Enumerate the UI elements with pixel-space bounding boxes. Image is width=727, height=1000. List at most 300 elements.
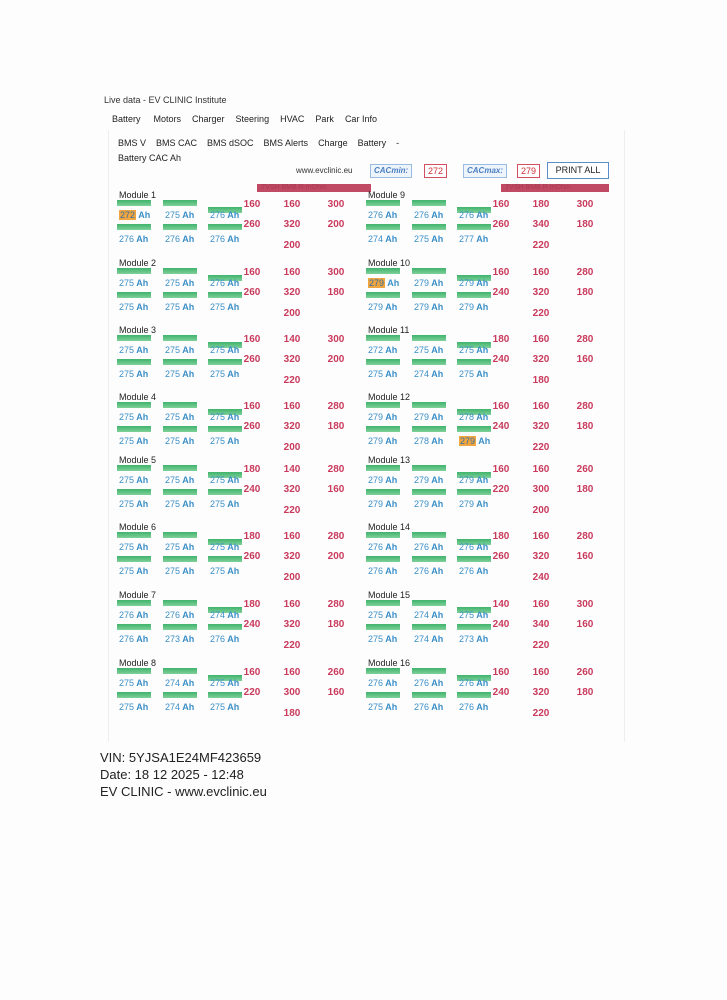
cell-level-bar <box>366 489 400 495</box>
cell-level-bar <box>412 402 446 408</box>
cell-capacity: 276 Ah <box>459 542 489 552</box>
resistance-value: 160 <box>327 687 345 698</box>
resistance-value: 200 <box>327 551 345 562</box>
subtab-bms-v[interactable]: BMS V <box>118 138 147 148</box>
app-title: Live data - EV CLINIC Institute <box>104 95 227 105</box>
cell-capacity: 276 Ah <box>368 678 398 688</box>
cell-level-bar <box>366 668 400 674</box>
resistance-value: 180 <box>532 375 550 386</box>
module-title: Module 6 <box>119 522 157 532</box>
cell-level-bar <box>163 402 197 408</box>
cell-capacity: 276 Ah <box>459 702 489 712</box>
cell-level-bar <box>366 292 400 298</box>
module-block <box>112 323 362 389</box>
cell-capacity: 276 Ah <box>368 566 398 576</box>
cell-capacity: 276 Ah <box>210 210 240 220</box>
site-link[interactable]: www.evclinic.eu <box>296 166 353 175</box>
resistance-value: 140 <box>492 599 510 610</box>
resistance-value: 160 <box>532 334 550 345</box>
cell-capacity: 275 Ah <box>210 436 240 446</box>
module-block <box>112 390 362 456</box>
tab-battery[interactable]: Battery <box>112 114 141 124</box>
resistance-value: 340 <box>532 219 550 230</box>
resistance-value: 220 <box>283 640 301 651</box>
cell-capacity: 275 Ah <box>210 412 240 422</box>
cell-level-bar <box>117 668 151 674</box>
cell-capacity: 279 Ah <box>414 475 444 485</box>
resistance-value: 320 <box>532 354 550 365</box>
cell-capacity: 275 Ah <box>165 436 195 446</box>
resistance-value: 160 <box>492 199 510 210</box>
cell-level-bar <box>412 489 446 495</box>
cell-capacity: 279 Ah <box>460 436 491 446</box>
cell-capacity: 275 Ah <box>165 302 195 312</box>
cell-capacity: 275 Ah <box>165 278 195 288</box>
resistance-value: 180 <box>243 599 261 610</box>
cell-capacity: 279 Ah <box>368 436 398 446</box>
resistance-value: 260 <box>576 667 594 678</box>
cell-capacity: 279 Ah <box>459 278 489 288</box>
cell-capacity: 276 Ah <box>414 678 444 688</box>
resistance-value: 320 <box>283 354 301 365</box>
cell-capacity: 275 Ah <box>165 210 195 220</box>
cell-level-bar <box>163 335 197 341</box>
cell-capacity: 272 Ah <box>120 210 151 220</box>
resistance-value: 320 <box>532 687 550 698</box>
resistance-value: 240 <box>532 572 550 583</box>
resistance-value: 240 <box>492 354 510 365</box>
resistance-value: 160 <box>492 401 510 412</box>
cell-level-bar <box>163 268 197 274</box>
module-title: Module 4 <box>119 392 157 402</box>
resistance-value: 180 <box>532 199 550 210</box>
resistance-value: 280 <box>576 531 594 542</box>
cell-capacity: 276 Ah <box>414 566 444 576</box>
cell-level-bar <box>163 224 197 230</box>
resistance-value: 240 <box>243 619 261 630</box>
print-all-button[interactable]: PRINT ALL <box>547 162 609 179</box>
cell-capacity: 279 Ah <box>459 499 489 509</box>
module-title: Module 3 <box>119 325 157 335</box>
cell-level-bar <box>412 692 446 698</box>
module-block <box>361 390 611 456</box>
cell-level-bar <box>163 489 197 495</box>
cell-capacity: 274 Ah <box>165 702 195 712</box>
resistance-value: 260 <box>243 219 261 230</box>
resistance-value: 260 <box>243 421 261 432</box>
cell-level-bar <box>366 402 400 408</box>
resistance-value: 200 <box>283 240 301 251</box>
module-block <box>361 323 611 389</box>
footer-vin: VIN: 5YJSA1E24MF423659 <box>100 750 262 765</box>
cell-capacity: 277 Ah <box>459 234 489 244</box>
main-tabs <box>112 114 388 124</box>
cell-level-bar <box>366 268 400 274</box>
cell-capacity: 279 Ah <box>368 499 398 509</box>
cell-level-bar <box>163 200 197 206</box>
cell-capacity: 275 Ah <box>165 345 195 355</box>
cell-level-bar <box>163 556 197 562</box>
resistance-value: 260 <box>492 219 510 230</box>
resistance-value: 220 <box>243 687 261 698</box>
resistance-value: 180 <box>576 484 594 495</box>
resistance-value: 280 <box>327 401 345 412</box>
cell-capacity: 275 Ah <box>414 345 444 355</box>
tvsh-header-right: TVSH BMB R mOhm <box>501 184 609 192</box>
resistance-value: 160 <box>283 667 301 678</box>
sub-tabs <box>118 136 428 166</box>
cell-capacity: 276 Ah <box>210 234 240 244</box>
cell-capacity: 275 Ah <box>210 702 240 712</box>
resistance-value: 220 <box>283 375 301 386</box>
cell-capacity: 276 Ah <box>414 702 444 712</box>
resistance-value: 220 <box>532 708 550 719</box>
resistance-value: 180 <box>576 219 594 230</box>
cell-level-bar <box>163 624 197 630</box>
cell-capacity: 273 Ah <box>165 634 195 644</box>
cell-capacity: 274 Ah <box>368 234 398 244</box>
cell-level-bar <box>412 292 446 298</box>
resistance-value: 280 <box>327 464 345 475</box>
subtab-bms-alerts[interactable]: BMS Alerts <box>263 138 309 148</box>
resistance-value: 160 <box>576 619 594 630</box>
resistance-value: 180 <box>327 619 345 630</box>
module-title: Module 2 <box>119 258 157 268</box>
resistance-value: 160 <box>532 267 550 278</box>
cell-capacity: 275 Ah <box>210 566 240 576</box>
footer-date: Date: 18 12 2025 - 12:48 <box>100 767 244 782</box>
cell-capacity: 275 Ah <box>119 412 149 422</box>
cell-level-bar <box>163 465 197 471</box>
cell-level-bar <box>163 692 197 698</box>
cac-min-label: CACmin: <box>370 164 412 178</box>
resistance-value: 220 <box>532 308 550 319</box>
resistance-value: 180 <box>576 287 594 298</box>
cell-level-bar <box>366 426 400 432</box>
cell-level-bar <box>366 624 400 630</box>
module-block <box>112 520 362 586</box>
resistance-value: 320 <box>283 219 301 230</box>
resistance-value: 240 <box>492 421 510 432</box>
resistance-value: 140 <box>283 334 301 345</box>
footer-clinic: EV CLINIC - www.evclinic.eu <box>100 784 267 799</box>
cell-level-bar <box>117 600 151 606</box>
cell-capacity: 275 Ah <box>119 302 149 312</box>
tab-charger[interactable]: Charger <box>192 114 225 124</box>
resistance-value: 220 <box>532 442 550 453</box>
cell-capacity: 278 Ah <box>459 412 489 422</box>
cell-capacity: 273 Ah <box>459 634 489 644</box>
cell-capacity: 276 Ah <box>414 542 444 552</box>
cell-level-bar <box>117 292 151 298</box>
cell-level-bar <box>366 600 400 606</box>
resistance-value: 160 <box>327 484 345 495</box>
resistance-value: 180 <box>243 464 261 475</box>
cell-capacity: 278 Ah <box>414 436 444 446</box>
resistance-value: 320 <box>532 287 550 298</box>
cell-capacity: 275 Ah <box>165 566 195 576</box>
cell-level-bar <box>117 532 151 538</box>
cell-level-bar <box>163 426 197 432</box>
cell-capacity: 275 Ah <box>119 566 149 576</box>
resistance-value: 320 <box>283 421 301 432</box>
resistance-value: 240 <box>492 287 510 298</box>
resistance-value: 160 <box>532 531 550 542</box>
cell-level-bar <box>366 692 400 698</box>
cell-capacity: 275 Ah <box>165 412 195 422</box>
cell-capacity: 275 Ah <box>119 475 149 485</box>
module-title: Module 10 <box>368 258 411 268</box>
module-title: Module 11 <box>368 325 410 335</box>
module-block <box>361 656 611 722</box>
resistance-value: 220 <box>283 505 301 516</box>
subtab-battery[interactable]: Battery <box>357 138 387 148</box>
cell-capacity: 279 Ah <box>369 278 400 288</box>
cell-level-bar <box>117 624 151 630</box>
resistance-value: 260 <box>243 551 261 562</box>
module-block <box>361 256 611 322</box>
cell-capacity: 275 Ah <box>459 610 489 620</box>
cell-capacity: 275 Ah <box>210 369 240 379</box>
resistance-value: 160 <box>283 199 301 210</box>
resistance-value: 320 <box>283 619 301 630</box>
cell-capacity: 274 Ah <box>210 610 240 620</box>
resistance-value: 260 <box>327 667 345 678</box>
cell-capacity: 276 Ah <box>165 610 195 620</box>
resistance-value: 280 <box>327 599 345 610</box>
module-title: Module 9 <box>368 190 406 200</box>
module-title: Module 16 <box>368 658 411 668</box>
cell-capacity: 279 Ah <box>414 278 444 288</box>
cell-capacity: 274 Ah <box>165 678 195 688</box>
cell-capacity: 275 Ah <box>119 702 149 712</box>
resistance-value: 260 <box>243 287 261 298</box>
resistance-value: 180 <box>283 708 301 719</box>
resistance-value: 160 <box>283 267 301 278</box>
module-title: Module 14 <box>368 522 411 532</box>
resistance-value: 160 <box>243 667 261 678</box>
resistance-value: 160 <box>532 667 550 678</box>
cell-capacity: 275 Ah <box>165 369 195 379</box>
resistance-value: 320 <box>283 484 301 495</box>
cell-level-bar <box>412 624 446 630</box>
cell-capacity: 276 Ah <box>165 234 195 244</box>
resistance-value: 160 <box>492 267 510 278</box>
cell-capacity: 275 Ah <box>119 678 149 688</box>
cell-capacity: 275 Ah <box>119 499 149 509</box>
cell-level-bar <box>366 359 400 365</box>
tab-steering[interactable]: Steering <box>235 114 270 124</box>
tvsh-header-left: TVSH BMB R mOhm <box>257 184 371 192</box>
cell-capacity: 275 Ah <box>368 634 398 644</box>
cell-level-bar <box>163 532 197 538</box>
resistance-value: 160 <box>283 599 301 610</box>
subtab-charge[interactable]: Charge <box>318 138 348 148</box>
resistance-value: 300 <box>576 599 594 610</box>
resistance-value: 300 <box>327 199 345 210</box>
cell-capacity: 276 Ah <box>414 210 444 220</box>
subtab-bms-dsoc[interactable]: BMS dSOC <box>207 138 254 148</box>
resistance-value: 300 <box>283 687 301 698</box>
cell-capacity: 276 Ah <box>119 634 149 644</box>
module-block <box>112 656 362 722</box>
cell-capacity: 275 Ah <box>210 345 240 355</box>
cell-level-bar <box>117 556 151 562</box>
cell-level-bar <box>117 335 151 341</box>
cell-capacity: 275 Ah <box>210 475 240 485</box>
subtab-battery-cac-ah[interactable]: Battery CAC Ah <box>118 153 182 163</box>
cell-capacity: 276 Ah <box>459 678 489 688</box>
cell-capacity: 276 Ah <box>368 210 398 220</box>
resistance-value: 300 <box>576 199 594 210</box>
cell-capacity: 276 Ah <box>119 234 149 244</box>
module-title: Module 15 <box>368 590 411 600</box>
resistance-value: 200 <box>283 308 301 319</box>
module-block <box>361 588 611 654</box>
resistance-value: 160 <box>492 464 510 475</box>
cell-level-bar <box>163 668 197 674</box>
resistance-value: 280 <box>327 531 345 542</box>
resistance-value: 180 <box>492 531 510 542</box>
cell-level-bar <box>366 465 400 471</box>
cell-capacity: 274 Ah <box>414 610 444 620</box>
resistance-value: 280 <box>576 267 594 278</box>
cell-level-bar <box>412 600 446 606</box>
cell-level-bar <box>412 668 446 674</box>
resistance-value: 160 <box>243 334 261 345</box>
resistance-value: 160 <box>243 199 261 210</box>
cell-capacity: 275 Ah <box>368 610 398 620</box>
resistance-value: 200 <box>283 572 301 583</box>
resistance-value: 240 <box>492 619 510 630</box>
resistance-value: 200 <box>327 354 345 365</box>
resistance-value: 160 <box>243 401 261 412</box>
resistance-value: 200 <box>283 442 301 453</box>
cell-capacity: 276 Ah <box>210 634 240 644</box>
cell-capacity: 275 Ah <box>459 369 489 379</box>
cell-level-bar <box>366 532 400 538</box>
cell-level-bar <box>366 224 400 230</box>
cell-capacity: 276 Ah <box>459 566 489 576</box>
cell-level-bar <box>163 359 197 365</box>
cell-level-bar <box>117 224 151 230</box>
resistance-value: 200 <box>532 505 550 516</box>
cell-capacity: 275 Ah <box>210 678 240 688</box>
resistance-value: 160 <box>492 667 510 678</box>
resistance-value: 320 <box>283 287 301 298</box>
cell-level-bar <box>117 402 151 408</box>
resistance-value: 160 <box>576 354 594 365</box>
cell-capacity: 279 Ah <box>368 475 398 485</box>
tab-park[interactable]: Park <box>315 114 334 124</box>
resistance-value: 180 <box>576 687 594 698</box>
cell-capacity: 279 Ah <box>459 302 489 312</box>
cell-level-bar <box>412 335 446 341</box>
resistance-value: 180 <box>327 287 345 298</box>
cell-capacity: 275 Ah <box>210 542 240 552</box>
module-block <box>112 588 362 654</box>
cell-level-bar <box>366 556 400 562</box>
resistance-value: 280 <box>576 334 594 345</box>
resistance-value: 160 <box>532 401 550 412</box>
cell-capacity: 275 Ah <box>165 542 195 552</box>
module-title: Module 1 <box>119 190 157 200</box>
module-title: Module 12 <box>368 392 411 402</box>
resistance-value: 180 <box>243 531 261 542</box>
module-title: Module 5 <box>119 455 157 465</box>
cell-capacity: 275 Ah <box>119 278 149 288</box>
cell-capacity: 275 Ah <box>459 345 489 355</box>
resistance-value: 240 <box>243 484 261 495</box>
cell-level-bar <box>117 465 151 471</box>
resistance-value: 260 <box>576 464 594 475</box>
resistance-value: 160 <box>576 551 594 562</box>
cell-level-bar <box>163 292 197 298</box>
cell-capacity: 272 Ah <box>368 345 398 355</box>
cell-capacity: 275 Ah <box>165 475 195 485</box>
cell-capacity: 276 Ah <box>119 610 149 620</box>
tab-car-info[interactable]: Car Info <box>344 114 377 124</box>
resistance-value: 180 <box>327 421 345 432</box>
cell-capacity: 275 Ah <box>165 499 195 509</box>
cell-capacity: 279 Ah <box>414 499 444 509</box>
cell-capacity: 279 Ah <box>459 475 489 485</box>
subtab-bms-cac[interactable]: BMS CAC <box>156 138 198 148</box>
cell-capacity: 275 Ah <box>119 345 149 355</box>
cell-capacity: 279 Ah <box>414 412 444 422</box>
resistance-value: 300 <box>327 267 345 278</box>
resistance-value: 320 <box>532 421 550 432</box>
cell-level-bar <box>163 600 197 606</box>
cell-capacity: 275 Ah <box>414 234 444 244</box>
tab-motors[interactable]: Motors <box>153 114 182 124</box>
resistance-value: 220 <box>492 484 510 495</box>
cell-level-bar <box>412 224 446 230</box>
cell-capacity: 276 Ah <box>459 210 489 220</box>
resistance-value: 240 <box>492 687 510 698</box>
cell-level-bar <box>412 532 446 538</box>
cell-level-bar <box>117 426 151 432</box>
cell-level-bar <box>412 268 446 274</box>
cell-level-bar <box>117 359 151 365</box>
module-block <box>361 520 611 586</box>
resistance-value: 200 <box>327 219 345 230</box>
cell-capacity: 276 Ah <box>368 542 398 552</box>
resistance-value: 300 <box>532 484 550 495</box>
tab-hvac[interactable]: HVAC <box>280 114 305 124</box>
module-title: Module 7 <box>119 590 157 600</box>
cell-level-bar <box>117 489 151 495</box>
resistance-value: 160 <box>532 599 550 610</box>
cell-capacity: 275 Ah <box>119 369 149 379</box>
resistance-value: 160 <box>532 464 550 475</box>
resistance-value: 260 <box>492 551 510 562</box>
module-block <box>112 453 362 519</box>
module-block <box>361 188 611 254</box>
resistance-value: 220 <box>532 640 550 651</box>
module-title: Module 13 <box>368 455 411 465</box>
resistance-value: 140 <box>283 464 301 475</box>
cell-level-bar <box>412 465 446 471</box>
cell-level-bar <box>366 200 400 206</box>
cell-capacity: 275 Ah <box>119 436 149 446</box>
subtab-separator: - <box>396 138 400 148</box>
resistance-value: 260 <box>243 354 261 365</box>
cell-level-bar <box>412 200 446 206</box>
cac-min-value: 272 <box>424 164 447 178</box>
cell-level-bar <box>117 692 151 698</box>
cell-level-bar <box>412 426 446 432</box>
